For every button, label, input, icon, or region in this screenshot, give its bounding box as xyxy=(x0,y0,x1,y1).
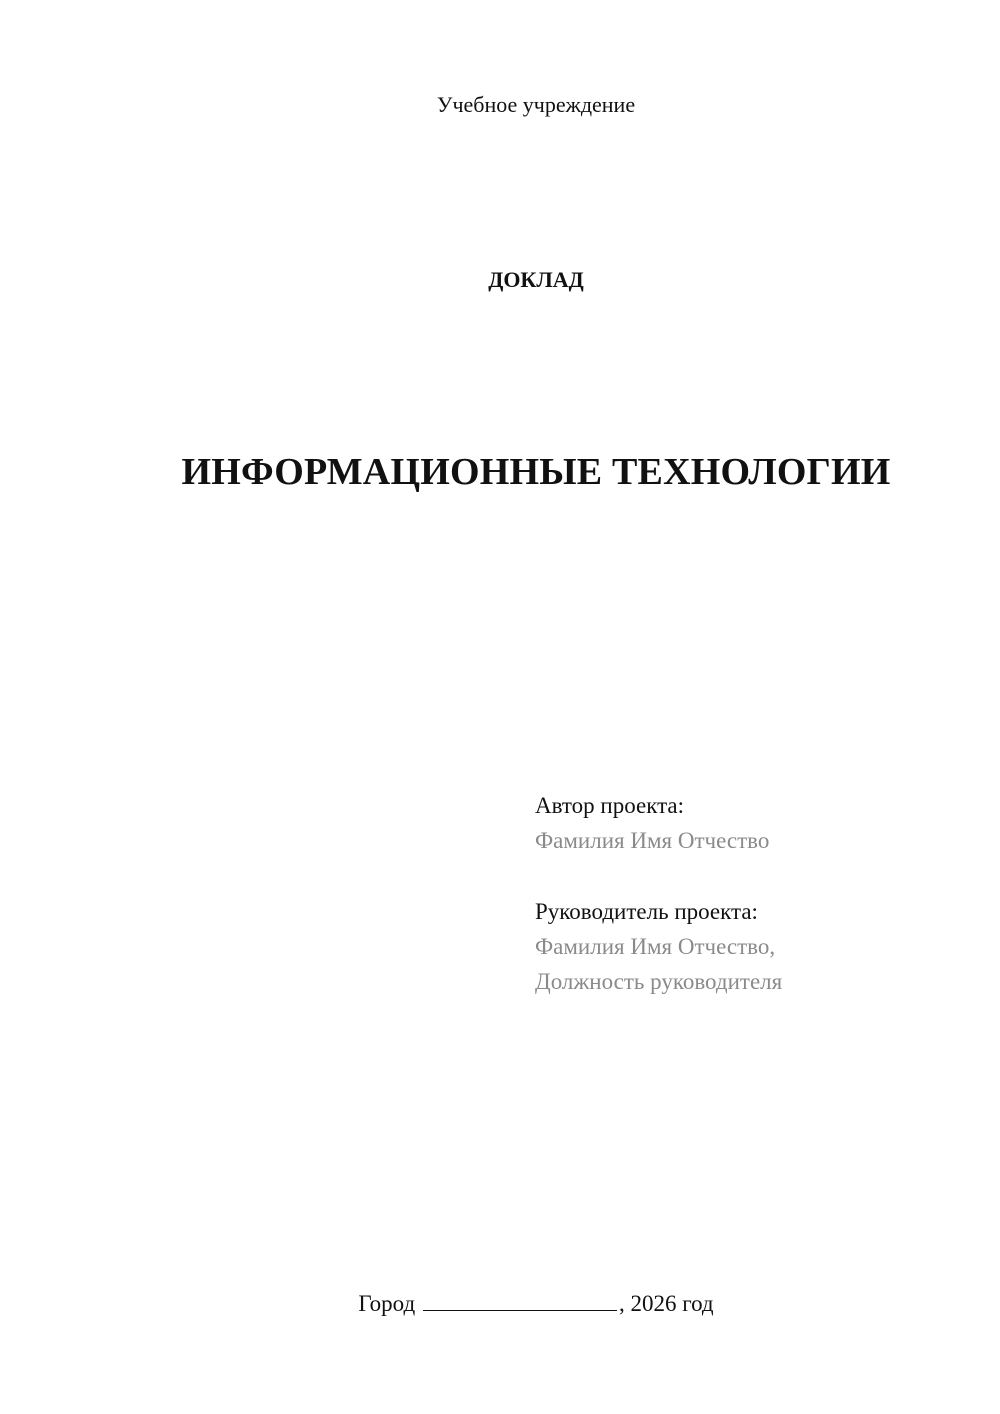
document-title: ИНФОРМАЦИОННЫЕ ТЕХНОЛОГИИ xyxy=(181,451,891,493)
credits-spacer xyxy=(535,858,782,894)
author-name-placeholder: Фамилия Имя Отчество xyxy=(535,828,770,853)
year-text: , 2026 год xyxy=(618,1291,714,1316)
city-blank-underline xyxy=(423,1290,617,1311)
author-label: Автор проекта: xyxy=(535,793,684,818)
institution-name: Учебное учреждение xyxy=(436,92,636,117)
city-year-line xyxy=(0,1290,1000,1317)
city-label: Город xyxy=(358,1291,416,1316)
document-type: ДОКЛАД xyxy=(488,267,584,292)
credits-block xyxy=(535,788,782,999)
supervisor-label: Руководитель проекта: xyxy=(535,899,758,924)
supervisor-name-placeholder: Фамилия Имя Отчество, xyxy=(535,934,776,959)
supervisor-position-placeholder: Должность руководителя xyxy=(535,969,783,994)
